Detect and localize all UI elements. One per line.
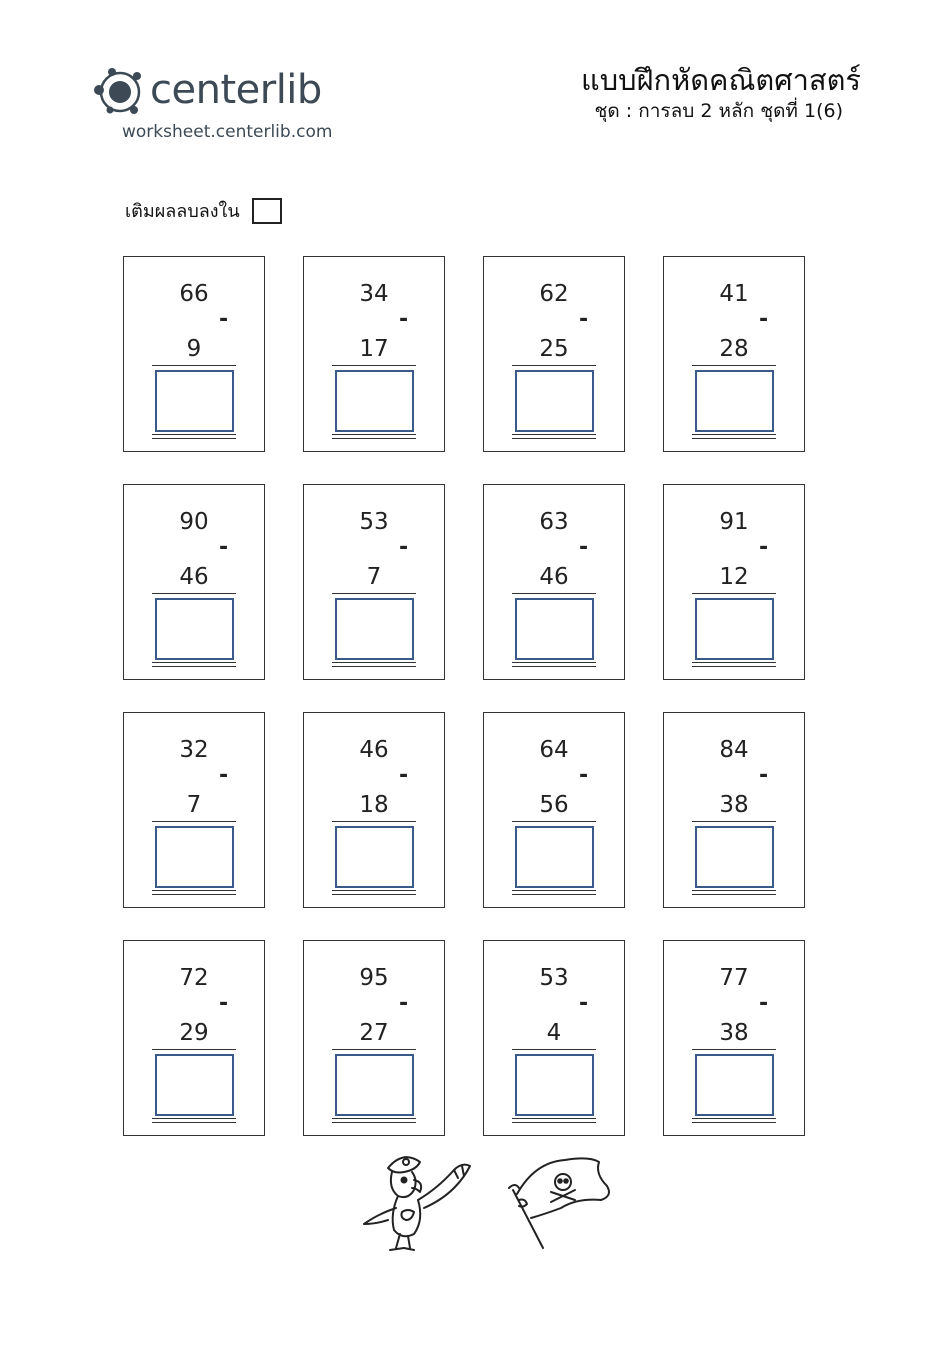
double-underline xyxy=(692,890,776,895)
minus-sign: - xyxy=(219,763,229,788)
subtrahend: 17 xyxy=(359,336,389,362)
double-underline xyxy=(692,434,776,439)
answer-box[interactable] xyxy=(155,826,234,888)
subtrahend: 29 xyxy=(179,1020,209,1046)
logo-text: centerlib xyxy=(150,67,322,113)
subtrahend: 7 xyxy=(186,792,202,818)
minus-sign: - xyxy=(579,307,589,332)
pirate-flag-icon xyxy=(505,1152,617,1252)
subtrahend: 4 xyxy=(546,1020,562,1046)
problem-rule xyxy=(692,1049,776,1050)
instruction xyxy=(125,196,282,225)
double-underline xyxy=(332,662,416,667)
answer-box[interactable] xyxy=(515,1054,594,1116)
double-underline xyxy=(512,890,596,895)
problem-card xyxy=(483,256,625,452)
minuend: 84 xyxy=(719,737,749,763)
minuend: 62 xyxy=(539,281,569,307)
answer-box[interactable] xyxy=(335,598,414,660)
subtrahend: 46 xyxy=(539,564,569,590)
worksheet-subtitle: ชุด : การลบ 2 หลัก ชุดที่ 1(6) xyxy=(594,100,843,122)
problem-card xyxy=(123,256,265,452)
answer-box[interactable] xyxy=(695,1054,774,1116)
subtrahend: 28 xyxy=(719,336,749,362)
answer-box[interactable] xyxy=(335,1054,414,1116)
double-underline xyxy=(512,662,596,667)
minus-sign: - xyxy=(579,535,589,560)
minus-sign: - xyxy=(399,763,409,788)
centerlib-logo xyxy=(90,60,370,150)
double-underline xyxy=(512,434,596,439)
problem-card xyxy=(483,712,625,908)
problem-rule xyxy=(332,365,416,366)
double-underline xyxy=(152,890,236,895)
minuend: 53 xyxy=(539,965,569,991)
subtrahend: 38 xyxy=(719,792,749,818)
problem-card xyxy=(303,484,445,680)
problem-card xyxy=(663,256,805,452)
double-underline xyxy=(152,1118,236,1123)
problem-rule xyxy=(512,821,596,822)
answer-box[interactable] xyxy=(515,370,594,432)
subtrahend: 7 xyxy=(366,564,382,590)
problem-rule xyxy=(692,593,776,594)
answer-box[interactable] xyxy=(695,826,774,888)
worksheet-title-block xyxy=(581,62,861,124)
minuend: 34 xyxy=(359,281,389,307)
problem-rule xyxy=(332,821,416,822)
problem-card xyxy=(123,484,265,680)
problem-card xyxy=(483,940,625,1136)
minus-sign: - xyxy=(759,991,769,1016)
problem-rule xyxy=(152,365,236,366)
problem-rule xyxy=(512,365,596,366)
answer-box[interactable] xyxy=(335,370,414,432)
logo-url: worksheet.centerlib.com xyxy=(122,122,333,142)
minus-sign: - xyxy=(219,991,229,1016)
double-underline xyxy=(512,1118,596,1123)
subtrahend: 56 xyxy=(539,792,569,818)
pirate-parrot-icon xyxy=(358,1148,478,1258)
double-underline xyxy=(152,434,236,439)
double-underline xyxy=(332,1118,416,1123)
double-underline xyxy=(692,662,776,667)
problem-card xyxy=(303,256,445,452)
problem-card xyxy=(483,484,625,680)
minuend: 46 xyxy=(359,737,389,763)
problem-card xyxy=(123,940,265,1136)
problem-rule xyxy=(692,365,776,366)
minus-sign: - xyxy=(399,535,409,560)
minuend: 91 xyxy=(719,509,749,535)
problem-card xyxy=(663,484,805,680)
subtrahend: 18 xyxy=(359,792,389,818)
subtrahend: 46 xyxy=(179,564,209,590)
instruction-label: เติมผลลบลงใน xyxy=(125,201,240,222)
answer-box[interactable] xyxy=(695,370,774,432)
minus-sign: - xyxy=(759,307,769,332)
problem-rule xyxy=(512,1049,596,1050)
logo-molecule-icon xyxy=(90,60,150,120)
double-underline xyxy=(332,434,416,439)
problem-card xyxy=(663,712,805,908)
problem-rule xyxy=(512,593,596,594)
answer-box[interactable] xyxy=(335,826,414,888)
answer-box[interactable] xyxy=(155,1054,234,1116)
minus-sign: - xyxy=(759,763,769,788)
double-underline xyxy=(332,890,416,895)
subtrahend: 25 xyxy=(539,336,569,362)
answer-box[interactable] xyxy=(155,370,234,432)
problem-card xyxy=(303,940,445,1136)
minuend: 64 xyxy=(539,737,569,763)
problem-rule xyxy=(332,593,416,594)
problem-rule xyxy=(152,593,236,594)
worksheet-title: แบบฝึกหัดคณิตศาสตร์ xyxy=(581,63,861,97)
answer-box[interactable] xyxy=(515,598,594,660)
minuend: 72 xyxy=(179,965,209,991)
minuend: 41 xyxy=(719,281,749,307)
minus-sign: - xyxy=(579,991,589,1016)
instruction-sample-box xyxy=(252,198,282,224)
problem-card xyxy=(663,940,805,1136)
minus-sign: - xyxy=(399,991,409,1016)
minuend: 90 xyxy=(179,509,209,535)
minuend: 95 xyxy=(359,965,389,991)
problem-rule xyxy=(692,821,776,822)
problem-rule xyxy=(152,821,236,822)
subtrahend: 27 xyxy=(359,1020,389,1046)
minus-sign: - xyxy=(399,307,409,332)
subtrahend: 9 xyxy=(186,336,202,362)
problem-grid xyxy=(123,256,805,1136)
double-underline xyxy=(152,662,236,667)
problem-card xyxy=(123,712,265,908)
minus-sign: - xyxy=(219,307,229,332)
problem-rule xyxy=(332,1049,416,1050)
answer-box[interactable] xyxy=(155,598,234,660)
minuend: 53 xyxy=(359,509,389,535)
minuend: 66 xyxy=(179,281,209,307)
minuend: 77 xyxy=(719,965,749,991)
double-underline xyxy=(692,1118,776,1123)
problem-card xyxy=(303,712,445,908)
subtrahend: 12 xyxy=(719,564,749,590)
problem-rule xyxy=(152,1049,236,1050)
minuend: 63 xyxy=(539,509,569,535)
answer-box[interactable] xyxy=(695,598,774,660)
answer-box[interactable] xyxy=(515,826,594,888)
minuend: 32 xyxy=(179,737,209,763)
minus-sign: - xyxy=(759,535,769,560)
minus-sign: - xyxy=(579,763,589,788)
subtrahend: 38 xyxy=(719,1020,749,1046)
minus-sign: - xyxy=(219,535,229,560)
